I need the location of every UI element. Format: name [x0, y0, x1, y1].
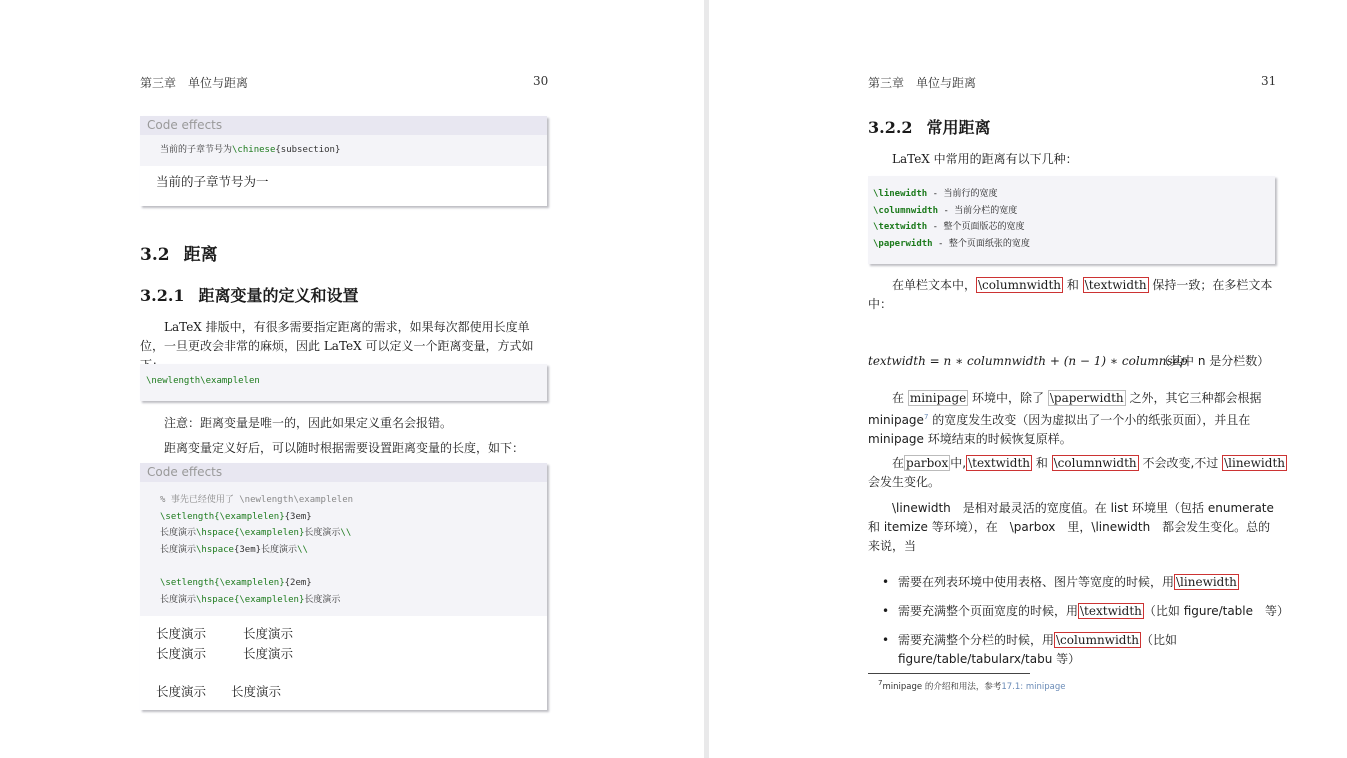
- code-effects-title: Code effects: [140, 463, 547, 482]
- result-word: 长度演示: [243, 626, 294, 642]
- subsection-number: 3.2.2: [868, 118, 913, 137]
- definitions-list: [873, 186, 1270, 252]
- running-head: 第三章 单位与距离: [140, 76, 249, 90]
- code-text: 长度演示: [160, 544, 197, 555]
- list-item-text: （比如 figure/table 等）: [1143, 604, 1290, 618]
- code-effects-box: [140, 116, 547, 206]
- definition-command: \textwidth: [873, 222, 928, 233]
- code-command: \setlength{\examplelen}: [160, 511, 285, 522]
- list-item: [880, 573, 1290, 592]
- paragraph: [868, 389, 1278, 449]
- subsection-heading: [868, 115, 991, 138]
- result-word: 长度演示: [231, 684, 282, 700]
- paragraph-text: 和: [1063, 278, 1083, 292]
- page-number: 31: [1261, 74, 1277, 88]
- formula-note: （其中 n 是分栏数）: [1158, 354, 1270, 368]
- code-block-newlength[interactable]: [140, 364, 547, 401]
- footnote-number: 7: [878, 678, 883, 687]
- page-number: 30: [533, 74, 549, 88]
- ref-textwidth[interactable]: \textwidth: [968, 456, 1030, 470]
- list-item: [880, 631, 1290, 669]
- paragraph-text: 保持一致；在多栏文本中：: [868, 278, 1273, 311]
- code-text: 长度演示: [304, 594, 341, 605]
- definition-line: [873, 186, 1270, 203]
- definition-command: \linewidth: [873, 189, 928, 199]
- code-block[interactable]: [140, 135, 547, 166]
- definition-line: [873, 236, 1270, 253]
- code-arg: {subsection}: [275, 145, 341, 155]
- paragraph-text: 会发生变化。: [868, 475, 941, 489]
- formula: textwidth = n ∗ columnwidth + (n − 1) ∗ columnsep: [868, 354, 1188, 368]
- paragraph-text: 在: [892, 391, 908, 405]
- paragraph-text: 可以定义一个距离变量，方式如: [365, 339, 534, 353]
- paragraph-text: 之外，其它三种都会根据 minipage: [868, 391, 1262, 427]
- definition-desc: - 当前行的宽度: [927, 189, 998, 199]
- code-text: 长度演示: [160, 594, 197, 605]
- definition-line: [873, 219, 1270, 236]
- paragraph-text: 中常用的距离有以下几种：: [929, 152, 1078, 166]
- result-word: 长度演示: [156, 645, 207, 661]
- ref-columnwidth[interactable]: \columnwidth: [1056, 633, 1140, 647]
- subsection-heading: [140, 283, 359, 306]
- paragraph: \linewidth 是相对最灵活的宽度值。在 list 环境里（包括 enumerate 和 itemize 等环境），在 \parbox 里，\linewidth 都会发生变化。总的来说，当: [868, 501, 1274, 553]
- paragraph-text: 的宽度发生改变（因为虚拟出了一个小的纸张页面），并且在 minipage 环境结束的时候恢复原样。: [868, 413, 1251, 446]
- latex-logo: LaTeX: [164, 320, 202, 334]
- ref-paperwidth[interactable]: \paperwidth: [1049, 391, 1124, 405]
- code-effects-box: [140, 463, 547, 710]
- code-arg: {3em}: [233, 544, 262, 555]
- list-item-text: （比如 figure/table/tabularx/tabu 等）: [898, 633, 1178, 666]
- code-line: \newlength\examplelen: [146, 376, 260, 386]
- list-item-text: 需要在列表环境中使用表格、图片等宽度的时候，用: [898, 575, 1175, 589]
- paragraph-text: 不会改变,不过: [1138, 456, 1223, 470]
- definition-desc: - 当前分栏的宽度: [938, 205, 1018, 216]
- ref-textwidth[interactable]: \textwidth: [1084, 278, 1147, 292]
- paragraph-text: 在: [892, 456, 905, 470]
- footnote: [878, 678, 1065, 692]
- code-block[interactable]: [140, 482, 547, 616]
- definition-command: \paperwidth: [873, 238, 933, 249]
- code-command: \chinese: [232, 145, 276, 155]
- definition-line: [873, 203, 1270, 220]
- subsection-number: 3.2.1: [140, 286, 185, 305]
- code-text: 长度演示: [304, 528, 341, 539]
- paragraph: 距离变量定义好后，可以随时根据需要设置距离变量的长度，如下：: [164, 441, 525, 455]
- ref-textwidth[interactable]: \textwidth: [1080, 604, 1142, 618]
- ref-linewidth[interactable]: \linewidth: [1176, 575, 1237, 589]
- running-head: 第三章 单位与距离: [868, 76, 977, 90]
- definition-desc: - 整个页面版芯的宽度: [927, 222, 1025, 233]
- paragraph: [868, 276, 1278, 314]
- section-heading: [140, 240, 218, 265]
- paragraph-text: 中,: [950, 456, 967, 470]
- paragraph: [892, 150, 1078, 169]
- ref-parbox[interactable]: parbox: [906, 456, 949, 470]
- ref-minipage[interactable]: minipage: [909, 391, 967, 405]
- bullet-list: [880, 573, 1290, 679]
- code-linebreak: \\: [297, 544, 308, 555]
- code-result: 当前的子章节号为一: [156, 173, 269, 189]
- latex-logo: LaTeX: [892, 152, 930, 166]
- definition-command: \columnwidth: [873, 205, 939, 216]
- subsection-title: 常用距离: [926, 118, 991, 137]
- result-line: [156, 624, 531, 644]
- subsection-title: 距离变量的定义和设置: [198, 286, 359, 305]
- code-text: 当前的子章节号为: [160, 145, 233, 155]
- result-word: 长度演示: [243, 645, 294, 661]
- list-item-text: 需要充满整个分栏的时候，用: [898, 633, 1055, 647]
- paragraph-text: 和: [1032, 456, 1052, 470]
- code-comment: % 事先已经使用了 \newlength\examplelen: [160, 495, 354, 505]
- paragraph: [868, 454, 1290, 492]
- section-number: 3.2: [140, 245, 170, 265]
- latex-logo: LaTeX: [323, 339, 362, 353]
- code-text: 长度演示: [160, 528, 197, 539]
- code-linebreak: \\: [340, 528, 352, 539]
- paragraph-text: 环境中，除了: [968, 391, 1048, 405]
- result-line: [156, 682, 531, 702]
- result-word: 长度演示: [156, 626, 207, 642]
- footnote-link[interactable]: 17.1: minipage: [1001, 681, 1066, 692]
- footnote-rule: [868, 673, 1030, 674]
- code-arg: {3em}: [284, 511, 312, 522]
- code-result: [140, 616, 547, 708]
- ref-linewidth[interactable]: \linewidth: [1224, 456, 1285, 470]
- result-line: [156, 644, 531, 664]
- footnote-marker[interactable]: 7: [923, 413, 929, 421]
- footnote-text: minipage 的介绍和用法，参考: [882, 681, 1002, 692]
- code-command: \hspace{\examplelen}: [196, 594, 305, 605]
- paragraph-text: 排版中，有很多需要指定距离的需求，如果每次都使用长度单位，一旦更改会非常的麻烦，因此: [140, 320, 530, 353]
- ref-columnwidth[interactable]: \columnwidth: [1053, 456, 1137, 470]
- code-command: \hspace: [196, 544, 234, 555]
- definitions-code-block[interactable]: [868, 176, 1275, 264]
- ref-columnwidth[interactable]: \columnwidth: [978, 278, 1062, 292]
- code-command: \hspace{\examplelen}: [196, 528, 305, 539]
- code-arg: {2em}: [284, 577, 312, 588]
- code-command: \setlength{\examplelen}: [160, 577, 285, 588]
- note-paragraph: 注意：距离变量是唯一的，因此如果定义重名会报错。: [164, 416, 453, 430]
- definition-desc: - 整个页面纸张的宽度: [932, 238, 1030, 249]
- code-text: 长度演示: [261, 544, 298, 555]
- list-item-text: 需要充满整个页面宽度的时候，用: [898, 604, 1079, 618]
- paragraph-text: 在单栏文本中，: [892, 278, 977, 292]
- section-title: 距离: [183, 245, 218, 265]
- list-item: [880, 602, 1290, 621]
- code-effects-title: Code effects: [140, 116, 547, 135]
- result-word: 长度演示: [156, 684, 207, 700]
